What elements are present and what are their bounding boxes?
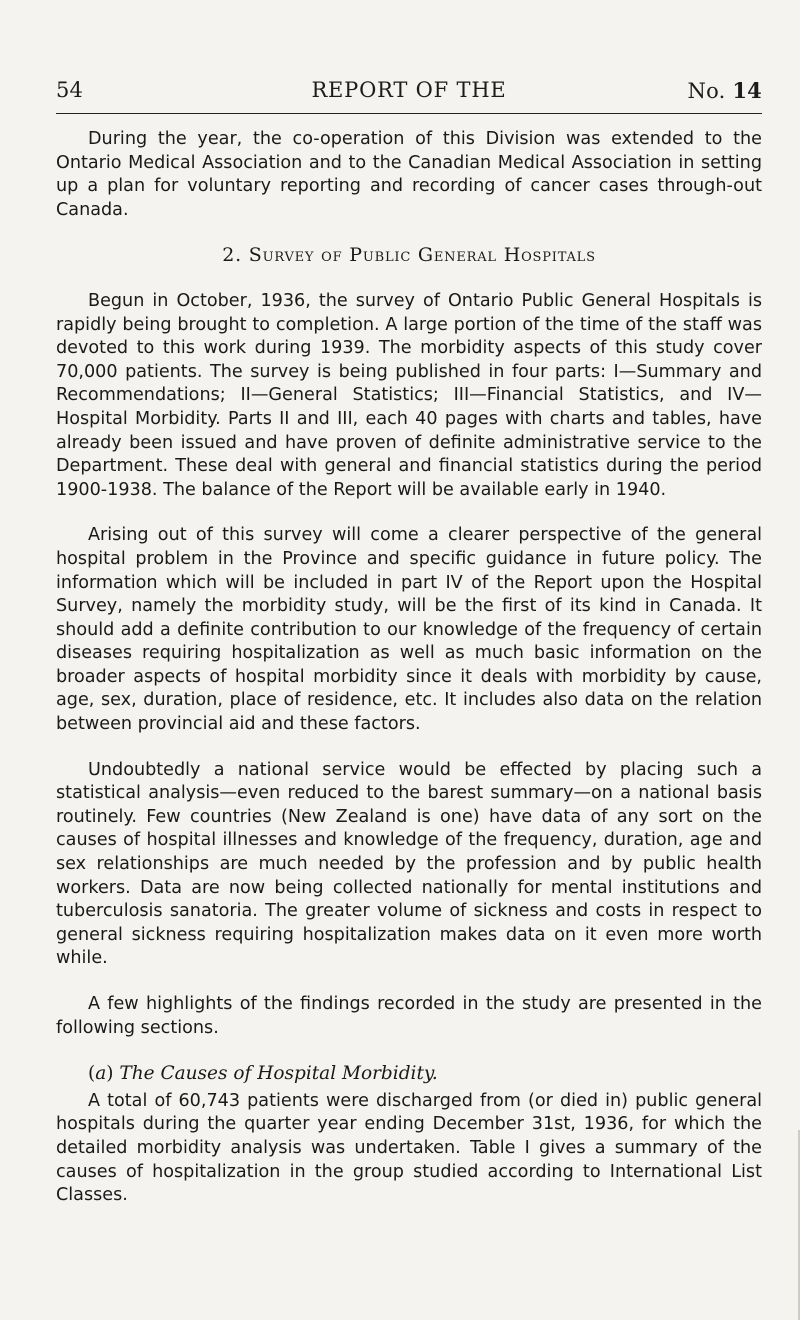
subsection-letter: a: [95, 1063, 107, 1085]
paragraph-cancer-reporting: During the year, the co-operation of this Division was extended to the Ontario Medical Association and to the Canadian Medical Association in setting up a plan for voluntary reporting and recording of cancer cases through-out Canada.: [56, 129, 762, 220]
paragraph-survey-progress: Begun in October, 1936, the survey of Ontario Public General Hospitals is rapidly being brought to completion. A large portion of the time of the staff was devoted to this work during 1939. The morbidity aspects of this study cover 70,000 patients. The survey is being published in four parts: I—Summary and Recommendations; II—General Statistics; III—Financial Statistics, and IV—Hospital Morbidity. Parts II and III, each 40 pages with charts and tables, have already been issued and have proven of definite administrative service to the Department. These deal with general and financial statistics during the period 1900-1938. The balance of the Report will be available early in 1940.: [56, 290, 762, 500]
report-body: [56, 128, 762, 1208]
page-number: 54: [56, 78, 84, 102]
issue-number: [688, 78, 762, 103]
issue-prefix: No.: [687, 79, 726, 103]
paragraph-survey-perspective: Arising out of this survey will come a clearer perspective of the general hospital problem in the Province and specific guidance in future policy. The information which will be included in part IV of the Report upon the Hospital Survey, namely the morbidity study, will be the first of its kind in Canada. It should add a definite contribution to our knowledge of the frequency of certain diseases requiring hospitalization as well as much basic information on the broader aspects of hospital morbidity since it deals with morbidity by cause, age, sex, duration, place of residence, etc. It includes also data on the relation between provincial aid and these factors.: [56, 525, 762, 735]
issue-value: 14: [732, 78, 762, 103]
subsection-heading: (a) The Causes of Hospital Morbidity.: [88, 1063, 438, 1085]
paragraph-national-service: Undoubtedly a national service would be effected by placing such a statistical analysis—even reduced to the barest summary—on a national basis routinely. Few countries (New Zealand is one) have data of any sort on the causes of hospital illnesses and knowledge of the frequency, duration, age and sex relationships are much needed by the profession and by public health workers. Data are now being collected nationally for mental institutions and tuberculosis sanatoria. The greater volume of sickness and costs in respect to general sickness requiring hospitalization makes data on it even more worth while.: [56, 759, 762, 969]
section-heading: 2. Survey of Public General Hospitals: [222, 244, 596, 267]
subsection-title: The Causes of Hospital Morbidity.: [119, 1063, 438, 1085]
running-title: REPORT OF THE: [311, 78, 507, 102]
paragraph-discharges: A total of 60,743 patients were discharged from (or died in) public general hospitals during the quarter year ending December 31st, 1936, for which the detailed morbidity analysis was undertaken. Table I gives a summary of the causes of hospitalization in the group studied according to International List Classes.: [56, 1090, 762, 1206]
paragraph-highlights: A few highlights of the findings recorded in the study are presented in the following sections.: [56, 994, 762, 1038]
header-rule: [56, 113, 762, 114]
running-header: [56, 78, 762, 108]
